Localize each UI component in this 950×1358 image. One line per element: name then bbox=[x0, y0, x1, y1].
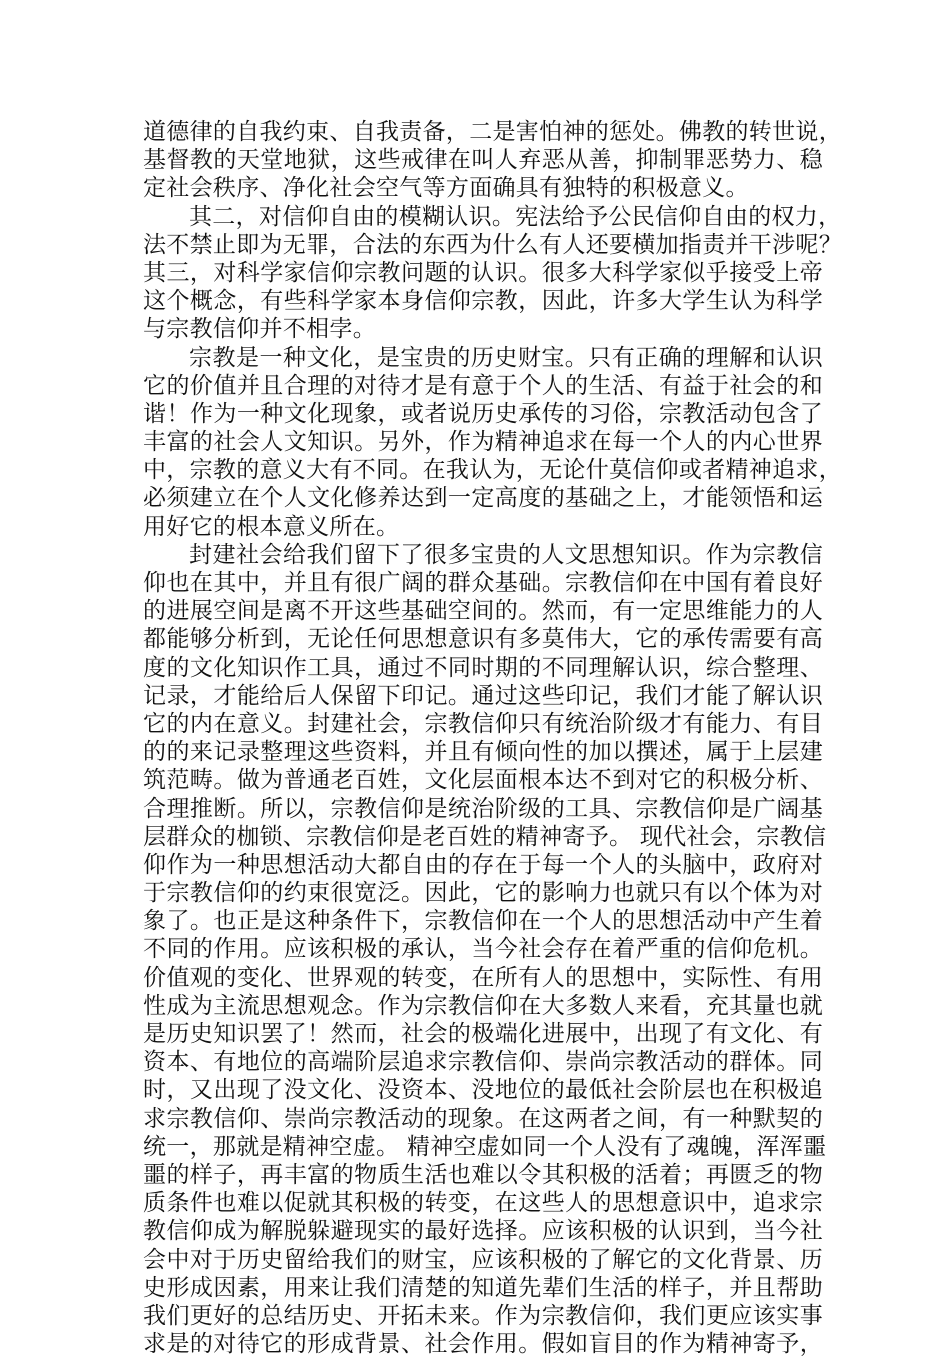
text-line: 它的内在意义。封建社会，宗教信仰只有统治阶级才有能力、有目 bbox=[143, 710, 823, 737]
text-line: 于宗教信仰的约束很宽泛。因此，它的影响力也就只有以个体为对 bbox=[143, 880, 823, 907]
text-line: 封建社会给我们留下了很多宝贵的人文思想知识。作为宗教信 bbox=[189, 541, 823, 568]
text-line: 层群众的枷锁、宗教信仰是老百姓的精神寄予。 现代社会，宗教信 bbox=[143, 823, 827, 850]
text-line: 会中对于历史留给我们的财宝，应该积极的了解它的文化背景、历 bbox=[143, 1246, 823, 1273]
text-line: 中，宗教的意义大有不同。在我认为，无论什莫信仰或者精神追求， bbox=[143, 457, 842, 484]
text-line: 我们更好的总结历史、开拓未来。作为宗教信仰，我们更应该实事 bbox=[143, 1302, 823, 1329]
text-line: 统一，那就是精神空虚。 精神空虚如同一个人没有了魂魄，浑浑噩 bbox=[143, 1133, 827, 1160]
text-line: 合理推断。所以，宗教信仰是统治阶级的工具、宗教信仰是广阔基 bbox=[143, 795, 823, 822]
text-line: 这个概念，有些科学家本身信仰宗教，因此，许多大学生认为科学 bbox=[143, 288, 823, 315]
text-line: 求是的对待它的形成背景、社会作用。假如盲目的作为精神寄予， bbox=[143, 1331, 823, 1358]
text-line: 基督教的天堂地狱，这些戒律在叫人弃恶从善，抑制罪恶势力、稳 bbox=[143, 147, 823, 174]
text-line: 用好它的根本意义所在。 bbox=[143, 513, 400, 540]
text-line: 噩的样子，再丰富的物质生活也难以令其积极的活着；再匮乏的物 bbox=[143, 1161, 823, 1188]
text-line: 法不禁止即为无罪，合法的东西为什么有人还要横加指责并干涉呢？ bbox=[143, 231, 842, 258]
body-text bbox=[143, 118, 842, 1358]
text-line: 仰也在其中，并且有很广阔的群众基础。宗教信仰在中国有着良好 bbox=[143, 570, 823, 596]
text-line: 度的文化知识作工具，通过不同时期的不同理解认识，综合整理、 bbox=[143, 654, 823, 681]
text-line: 性成为主流思想观念。作为宗教信仰在大多数人来看，充其量也就 bbox=[143, 992, 823, 1019]
text-line: 定社会秩序、净化社会空气等方面确具有独特的积极意义。 bbox=[143, 175, 749, 202]
text-line: 的的来记录整理这些资料，并且有倾向性的加以撰述，属于上层建 bbox=[143, 739, 823, 766]
text-line: 谐！作为一种文化现象，或者说历史承传的习俗，宗教活动包含了 bbox=[143, 400, 823, 427]
text-line: 都能够分析到，无论任何思想意识有多莫伟大，它的承传需要有高 bbox=[143, 626, 823, 653]
text-line: 丰富的社会人文知识。另外，作为精神追求在每一个人的内心世界 bbox=[143, 429, 823, 456]
text-line: 必须建立在个人文化修养达到一定高度的基础之上，才能领悟和运 bbox=[143, 485, 823, 512]
text-line: 仰作为一种思想活动大都自由的存在于每一个人的头脑中，政府对 bbox=[143, 851, 823, 878]
text-line: 其二，对信仰自由的模糊认识。宪法给予公民信仰自由的权力， bbox=[189, 203, 842, 230]
text-line: 的进展空间是离不开这些基础空间的。然而，有一定思维能力的人 bbox=[143, 598, 823, 625]
text-line: 质条件也难以促就其积极的转变，在这些人的思想意识中，追求宗 bbox=[143, 1190, 823, 1217]
text-line: 史形成因素，用来让我们清楚的知道先辈们生活的样子，并且帮助 bbox=[143, 1274, 823, 1301]
text-line: 不同的作用。应该积极的承认，当今社会存在着严重的信仰危机。 bbox=[143, 936, 823, 963]
text-line: 教信仰成为解脱躲避现实的最好选择。应该积极的认识到，当今社 bbox=[143, 1218, 823, 1245]
text-line: 是历史知识罢了！然而，社会的极端化进展中，出现了有文化、有 bbox=[143, 1021, 823, 1047]
text-line: 资本、有地位的高端阶层追求宗教信仰、崇尚宗教活动的群体。同 bbox=[143, 1049, 823, 1076]
text-line: 记录，才能给后人保留下印记。通过这些印记，我们才能了解认识 bbox=[143, 682, 823, 709]
text-line: 筑范畴。做为普通老百姓，文化层面根本达不到对它的积极分析、 bbox=[143, 767, 823, 794]
text-line: 价值观的变化、世界观的转变，在所有人的思想中，实际性、有用 bbox=[143, 964, 823, 991]
text-line: 求宗教信仰、崇尚宗教活动的现象。在这两者之间，有一种默契的 bbox=[143, 1105, 823, 1132]
text-line: 道德律的自我约束、自我责备，二是害怕神的惩处。佛教的转世说， bbox=[143, 119, 842, 145]
text-line: 其三，对科学家信仰宗教问题的认识。很多大科学家似乎接受上帝 bbox=[143, 259, 823, 286]
text-line: 时，又出现了没文化、没资本、没地位的最低社会阶层也在积极追 bbox=[143, 1077, 823, 1104]
text-line: 与宗教信仰并不相孛。 bbox=[143, 316, 376, 343]
text-line: 象了。也正是这种条件下，宗教信仰在一个人的思想活动中产生着 bbox=[143, 908, 823, 935]
text-line: 宗教是一种文化，是宝贵的历史财宝。只有正确的理解和认识 bbox=[189, 344, 823, 371]
text-line: 它的价值并且合理的对待才是有意于个人的生活、有益于社会的和 bbox=[143, 372, 823, 399]
